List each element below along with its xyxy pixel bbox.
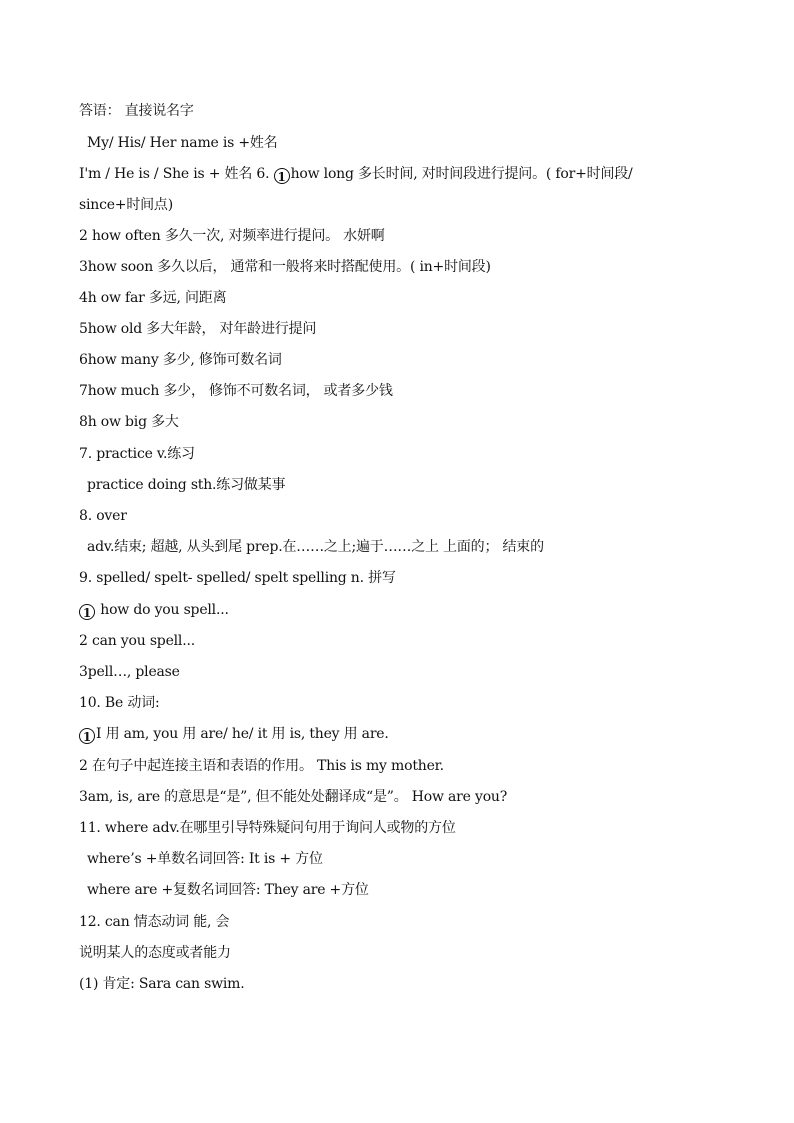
circled-number-badge: 1 [274, 168, 290, 184]
text-line: 2 can you spell... [79, 633, 195, 649]
text-line: 说明某人的态度或者能力 [79, 945, 231, 961]
text-line: 4h ow far 多远, 问距离 [79, 290, 227, 306]
text-span: how do you spell... [96, 602, 229, 618]
text-line: (1) 肯定: Sara can swim. [79, 976, 245, 992]
text-span: I'm / He is / She is + 姓名 6. [79, 166, 274, 182]
text-line: where’s +单数名词回答: It is + 方位 [87, 851, 323, 867]
text-line: 8h ow big 多大 [79, 414, 179, 430]
text-line: 7how much 多少， 修饰不可数名词， 或者多少钱 [79, 383, 393, 399]
text-line: 3how soon 多久以后， 通常和一般将来时搭配使用。( in+时间段) [79, 259, 491, 275]
text-line [79, 725, 719, 744]
text-line [79, 165, 719, 184]
text-span: I 用 am, you 用 are/ he/ it 用 is, they 用 are. [96, 726, 389, 742]
text-line: since+时间点) [79, 197, 173, 213]
text-line: My/ His/ Her name is +姓名 [87, 135, 278, 151]
text-line: 7. practice v.练习 [79, 446, 195, 462]
text-line: 6how many 多少, 修饰可数名词 [79, 352, 282, 368]
text-span: how long 多长时间, 对时间段进行提问。( for+时间段/ [290, 166, 633, 182]
text-line: 10. Be 动词: [79, 695, 160, 711]
text-line: 12. can 情态动词 能, 会 [79, 914, 230, 930]
circled-number-badge: 1 [79, 604, 95, 620]
circled-number-badge: 1 [79, 728, 95, 744]
text-line: 3am, is, are 的意思是“是”, 但不能处处翻译成“是”。 How are you? [79, 789, 508, 805]
text-line: 9. spelled/ spelt- spelled/ spelt spelling n. 拼写 [79, 570, 396, 586]
text-line [79, 601, 719, 620]
text-line: 5how old 多大年龄， 对年龄进行提问 [79, 321, 317, 337]
text-line: 答语： 直接说名字 [79, 103, 194, 119]
text-line: 8. over [79, 508, 127, 524]
text-line: practice doing sth.练习做某事 [87, 477, 286, 493]
text-line: 3pell…, please [79, 664, 180, 680]
text-line: 2 在句子中起连接主语和表语的作用。 This is my mother. [79, 758, 444, 774]
text-line: adv.结束; 超越, 从头到尾 prep.在……之上;遍于……之上 上面的； 结束的 [87, 539, 544, 555]
text-line: 2 how often 多久一次, 对频率进行提问。 水妍啊 [79, 228, 385, 244]
text-line: 11. where adv.在哪里引导特殊疑问句用于询问人或物的方位 [79, 820, 456, 836]
text-line: where are +复数名词回答: They are +方位 [87, 882, 369, 898]
